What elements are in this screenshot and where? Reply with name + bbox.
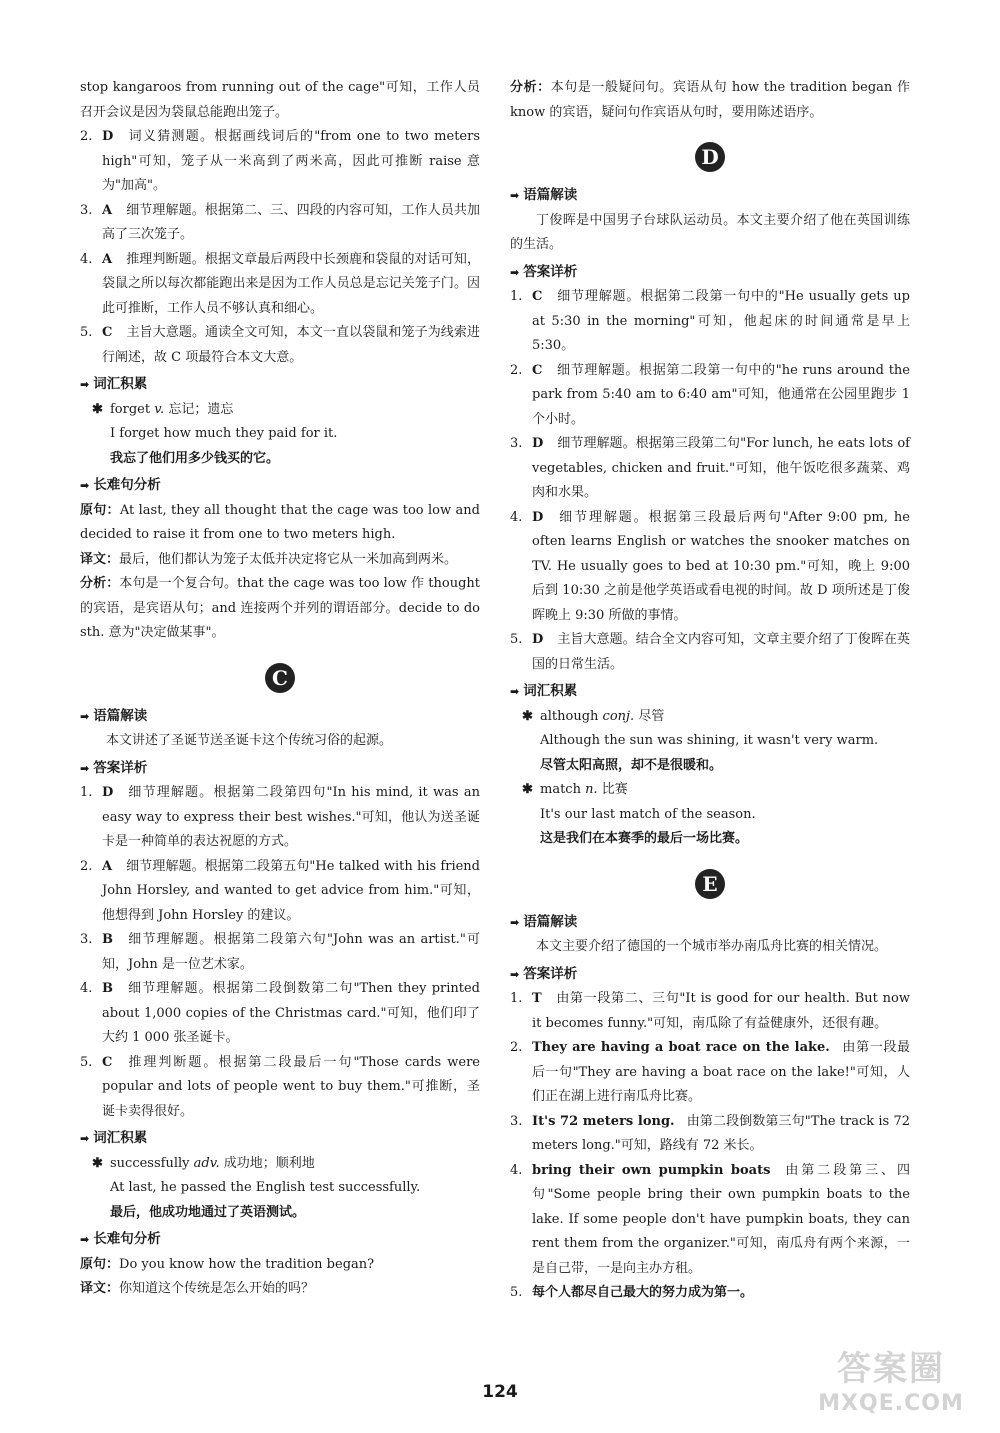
translation: 译文：最后，他们都认为笼子太低并决定将它从一米加高到两米。 — [80, 551, 458, 567]
answer-item: 3. D 细节理解题。根据第三段第二句"For lunch, he eats lots of vegetables, chicken and fruit."可知，他午饭吃很多蔬菜、鸡肉和水果。 — [510, 436, 910, 500]
arrow-icon: ➡ — [510, 189, 520, 202]
answers-heading: ➡ 答案详析 — [510, 260, 910, 286]
answer-item: 1. D 细节理解题。根据第二段第四句"In his mind, it was an easy way to express their best wishes."可知，他认为送圣诞卡是一种简单的表达祝愿的方式。 — [80, 785, 480, 849]
arrow-icon: ➡ — [510, 915, 520, 929]
translation: 译文：你知道这个传统是怎么开始的吗？ — [80, 1281, 315, 1296]
arrow-icon: ➡ — [80, 761, 90, 775]
d-answer-list — [510, 285, 910, 677]
sentence-heading: ➡ 长难句分析 — [80, 1227, 480, 1253]
answer-item: 4. A 推理判断题。根据文章最后两段中长颈鹿和袋鼠的对话可知，袋鼠之所以每次都能跑出来是因为工作人员总是忘记关笼子门。因此可推断，工作人员不够认真和细心。 — [80, 251, 480, 316]
reading-summary: 丁俊晖是中国男子台球队运动员。本文主要介绍了他在英国训练的生活。 — [510, 212, 910, 252]
answers-heading: ➡ 答案详析 — [80, 756, 480, 782]
answers-heading: ➡ 答案详析 — [510, 962, 910, 988]
reading-heading: ➡ 语篇解读 — [510, 183, 910, 209]
arrow-icon: ➡ — [80, 378, 90, 391]
answer-item: 3. B 细节理解题。根据第二段第六句"John was an artist."可知，John 是一位艺术家。 — [80, 932, 480, 972]
reading-heading: ➡ 语篇解读 — [510, 910, 910, 936]
arrow-icon: ➡ — [80, 1233, 90, 1246]
sentence-heading: ➡ 长难句分析 — [80, 473, 480, 499]
answer-item: 5. C 推理判断题。根据第二段最后一句"Those cards were popular and lots of people went to buy them."可推断，圣诞卡卖得很好。 — [80, 1054, 480, 1119]
answer-item: 5. D 主旨大意题。结合全文内容可知，文章主要介绍了丁俊晖在英国的日常生活。 — [510, 632, 910, 672]
analysis: 分析：本句是一般疑问句。宾语从句 how the tradition began 作 know 的宾语，疑问句作宾语从句时，要用陈述语序。 — [510, 80, 910, 120]
section-e-badge: E — [510, 860, 910, 908]
answer-item: 5. C 主旨大意题。通读全文可知，本文一直以袋鼠和笼子为线索进行阐述，故 C 项最符合本文大意。 — [80, 325, 480, 365]
answer-item: 1. T 由第一段第二、三句"It is good for our health. But now it becomes funny."可知，南瓜除了有益健康外，还很有趣。 — [510, 991, 910, 1031]
vocab-example-cn: 尽管太阳高照，却不是很暖和。 — [540, 757, 723, 773]
original-sentence: 原句：At last, they all thought that the cage was too low and decided to raise it from one to two meters high. — [80, 502, 480, 542]
arrow-icon: ➡ — [510, 685, 520, 698]
answer-item: 5. 每个人都尽自己最大的努力成为第一。 — [510, 1285, 754, 1300]
vocab-example-en: At last, he passed the English test successfully. — [110, 1180, 421, 1195]
answer-item: 2. They are having a boat race on the lake. 由第一段最后一句"They are having a boat race on the lake!"可知，人们正在湖上进行南瓜舟比赛。 — [510, 1040, 910, 1104]
vocab-heading: ➡ 词汇积累 — [80, 1126, 480, 1152]
answer-item: 2. A 细节理解题。根据第二段第五句"He talked with his friend John Horsley, and wanted to get advice from him."可知，他想得到 John Horsley 的建议。 — [80, 858, 480, 923]
left-column — [80, 76, 480, 1302]
vocab-example-en: I forget how much they paid for it. — [110, 426, 338, 441]
arrow-icon: ➡ — [80, 1132, 90, 1145]
answer-item: 3. A 细节理解题。根据第二、三、四段的内容可知，工作人员共加高了三次笼子。 — [80, 202, 480, 242]
answer-item: 4. B 细节理解题。根据第二段倒数第二句"Then they printed about 1,000 copies of the Christmas card."可知，他们印了大约 1 000 张圣诞卡。 — [80, 981, 480, 1045]
answer-item: 4. D 细节理解题。根据第三段最后两句"After 9:00 pm, he often learns English or watches the snooker matches on TV. He usually goes to bed at 10:30 pm."可知，晚上 9:00 后到 10:30 之前是他学英语或看电视的时间。故 D 项所述是丁俊晖晚上 9:30 所做的事情。 — [510, 509, 910, 623]
answer-item: 2. D 词义猜测题。根据画线词后的"from one to two meters high"可知，笼子从一米高到了两米高，因此可推断 raise 意为"加高"。 — [80, 129, 480, 193]
reading-summary: 本文主要介绍了德国的一个城市举办南瓜舟比赛的相关情况。 — [536, 939, 888, 954]
watermark-text: 答案圈 — [837, 1349, 945, 1389]
answer-item: 3. It's 72 meters long. 由第二段倒数第三句"The track is 72 meters long."可知，路线有 72 米长。 — [510, 1113, 910, 1153]
reading-heading: ➡ 语篇解读 — [80, 704, 480, 730]
watermark-url: MXQE.COM — [818, 1391, 964, 1416]
vocab-example-cn: 最后，他成功地通过了英语测试。 — [110, 1204, 306, 1220]
vocab-heading: ➡ 词汇积累 — [80, 372, 480, 398]
b-answer-list — [80, 125, 480, 370]
analysis: 分析：本句是一个复合句。that the cage was too low 作 thought 的宾语，是宾语从句；and 连接两个并列的谓语部分。decide to do sth. 意为"决定做某事"。 — [80, 576, 480, 640]
vocab-entry: ✱ forget v. 忘记；遗忘 I forget how much they paid for it. 我忘了他们用多少钱买的它。 — [80, 398, 480, 472]
answer-item: 2. C 细节理解题。根据第二段第一句中的"he runs around the park from 5:40 am to 6:40 am"可知，他通常在公园里跑步 1 个小时。 — [510, 362, 910, 427]
arrow-icon: ➡ — [510, 265, 520, 279]
arrow-icon: ➡ — [510, 967, 520, 981]
vocab-example-en: Although the sun was shining, it wasn't very warm. — [540, 733, 879, 748]
watermark — [796, 1347, 986, 1427]
star-icon: ✱ — [522, 708, 533, 724]
answer-item: 4. bring their own pumpkin boats 由第二段第三、四句"Some people bring their own pumpkin boats to the lake. If some people don't have pumpkin boats, they can rent them from the organizer."可知，南瓜舟有两个来源，一是自己带，一是向主办方租。 — [510, 1162, 910, 1276]
arrow-icon: ➡ — [80, 709, 90, 723]
vocab-example-en: It's our last match of the season. — [540, 806, 756, 822]
section-d-badge: D — [510, 133, 910, 181]
original-sentence: 原句：Do you know how the tradition began? — [80, 1256, 375, 1272]
star-icon: ✱ — [92, 1155, 103, 1171]
e-answer-list — [510, 987, 910, 1306]
vocab-entry: ✱ although conj. 尽管 Although the sun was shining, it wasn't very warm. 尽管太阳高照，却不是很暖和。 ✱ match n. 比赛 It's our last match of the season. 这是我们在本赛季的最后一场比赛。 — [510, 705, 910, 852]
vocab-entry: ✱ successfully adv. 成功地；顺利地 At last, he passed the English test successfully. 最后，他成功地通过了英语测试。 — [80, 1152, 480, 1226]
star-icon: ✱ — [522, 782, 533, 797]
right-column — [510, 76, 910, 1306]
b-intro-continuation: stop kangaroos from running out of the cage"可知，工作人员召开会议是因为袋鼠总能跑出笼子。 — [80, 80, 480, 120]
page-number: 124 — [482, 1382, 518, 1402]
vocab-heading: ➡ 词汇积累 — [510, 679, 910, 705]
c-answer-list — [80, 781, 480, 1124]
star-icon: ✱ — [92, 401, 103, 417]
answer-item: 1. C 细节理解题。根据第二段第一句中的"He usually gets up at 5:30 in the morning"可知，他起床的时间通常是早上 5:30。 — [510, 289, 910, 353]
arrow-icon: ➡ — [80, 479, 90, 492]
vocab-example-cn: 我忘了他们用多少钱买的它。 — [110, 450, 280, 466]
reading-summary: 本文讲述了圣诞节送圣诞卡这个传统习俗的起源。 — [106, 733, 393, 748]
vocab-example-cn: 这是我们在本赛季的最后一场比赛。 — [540, 831, 749, 846]
section-c-badge: C — [80, 654, 480, 702]
